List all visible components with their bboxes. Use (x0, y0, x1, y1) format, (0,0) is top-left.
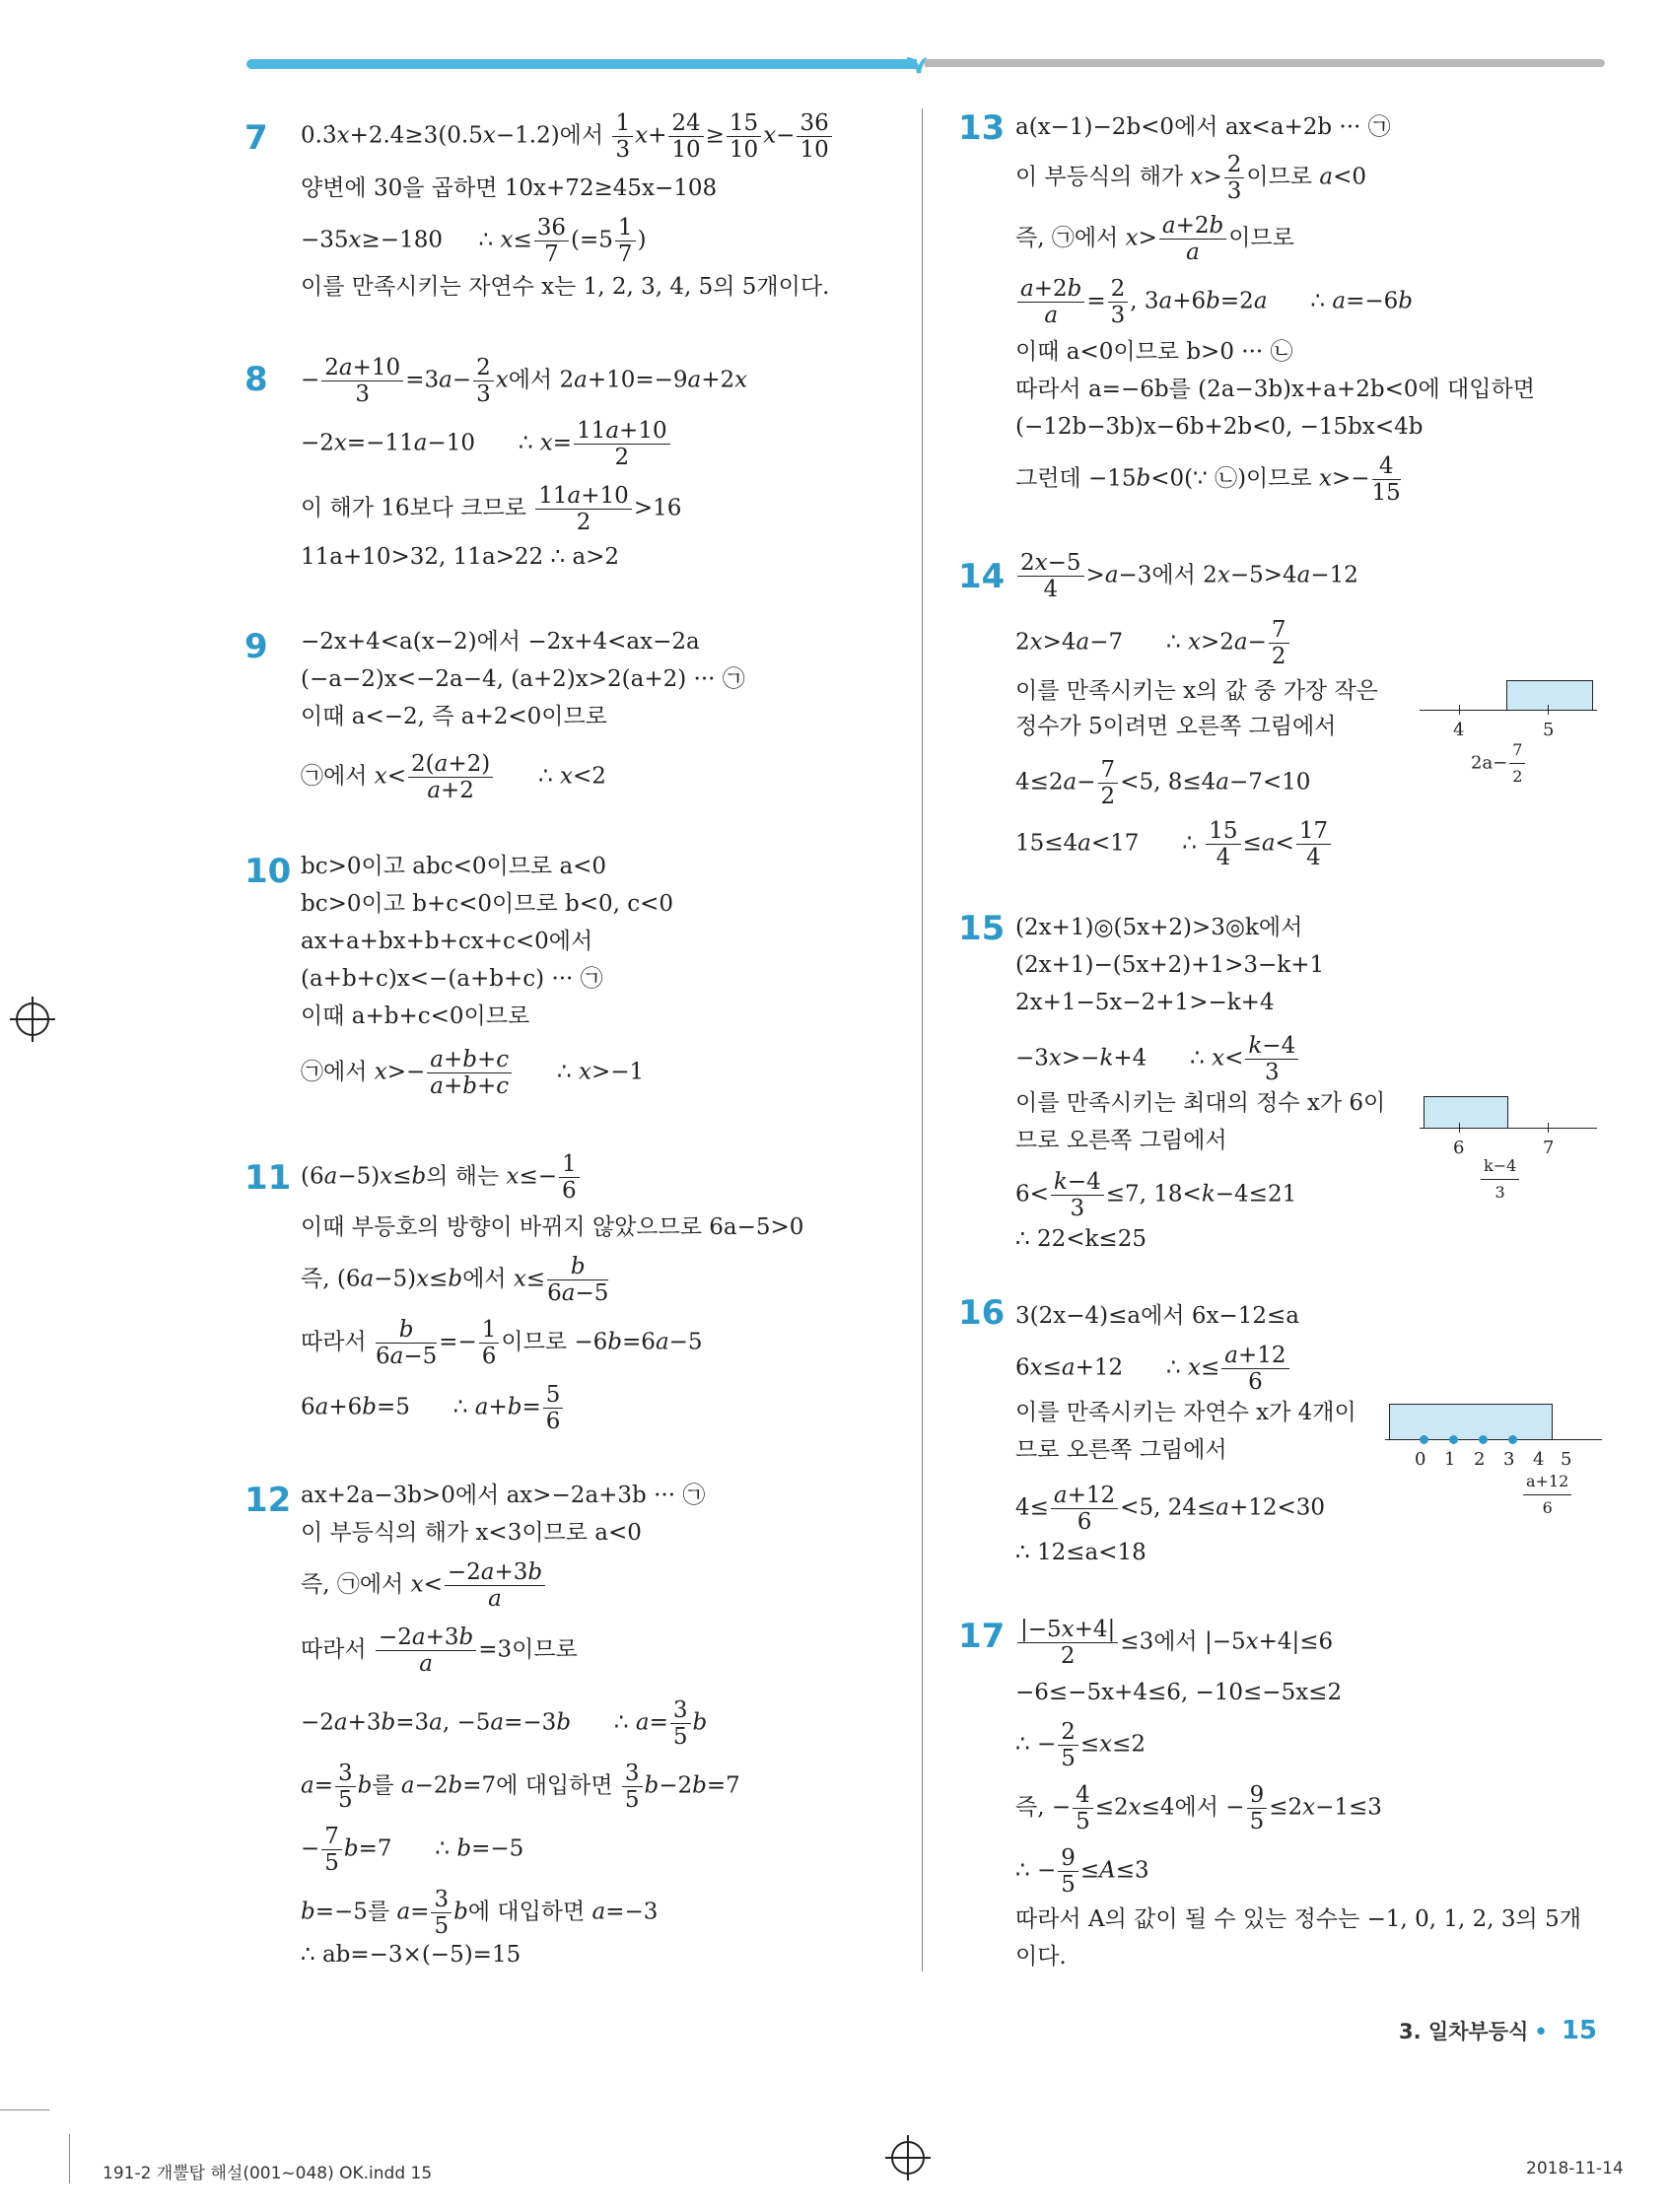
solution-line: 2x>4a−7 ∴ x>2a− $\frac{7}{2}$ (1015, 617, 1291, 669)
solution-line: 이 해가 16보다 크므로 $\frac{11a+10}{2}$ >16 (301, 483, 682, 535)
solution-line: 4≤ $\frac{a+12}{6}$ <5, 24≤a+12<30 (1015, 1483, 1326, 1535)
tick-label: 4 (1533, 1449, 1545, 1470)
solution-line: 이 부등식의 해가 x> $\frac{2}{3}$ 이므로 a<0 (1015, 152, 1366, 204)
solution-line: 6a+6b=5 ∴ a+b= $\frac{5}{6}$ (301, 1382, 565, 1434)
number-line-16 (1385, 1400, 1602, 1517)
page-footer (1399, 2016, 1597, 2045)
header-bar-blue (246, 59, 917, 69)
solution-line: 이때 a+b+c<0이므로 (301, 1003, 530, 1029)
solution-region (1389, 1404, 1553, 1440)
tick (1459, 1123, 1460, 1133)
problem-number: 15 (958, 909, 1006, 948)
problem-number: 9 (244, 627, 268, 666)
header-notch (907, 57, 927, 75)
solution-line: ∴ ab=−3×(−5)=15 (301, 1942, 521, 1968)
solution-line: 따라서 A의 값이 될 수 있는 정수는 −1, 0, 1, 2, 3의 5개 (1015, 1906, 1581, 1932)
boundary-label: 2a− $\frac{7}{2}$ (1471, 737, 1527, 790)
solution-line: 6x≤a+12 ∴ x≤ $\frac{a+12}{6}$ (1015, 1343, 1291, 1395)
natural-point (1449, 1435, 1458, 1444)
natural-point (1508, 1435, 1517, 1444)
solution-line: 3(2x−4)≤a에서 6x−12≤a (1015, 1303, 1299, 1329)
solution-line: ㉠에서 x>− $\frac{a+b+c}{a+b+c}$ ∴ x>−1 (301, 1047, 645, 1099)
tick-label: 3 (1503, 1449, 1515, 1470)
crop-mark (0, 2109, 49, 2110)
solution-line: 즉, − $\frac{4}{5}$ ≤2x≤4에서 − $\frac{9}{5}$ ≤2x−1≤3 (1015, 1782, 1382, 1834)
solution-line: ∴ − $\frac{9}{5}$ ≤A≤3 (1015, 1845, 1149, 1898)
tick-label: 6 (1453, 1138, 1465, 1158)
axis (1420, 710, 1597, 711)
solution-line: $\frac{2x-5}{4}$ >a−3에서 2x−5>4a−12 (1015, 550, 1358, 602)
solution-line: 이때 부등호의 방향이 바뀌지 않았으므로 6a−5>0 (301, 1214, 804, 1240)
solution-line: ∴ − $\frac{2}{5}$ ≤x≤2 (1015, 1719, 1147, 1771)
solution-line: (−a−2)x<−2a−4, (a+2)x>2(a+2) ··· ㉠ (301, 666, 745, 692)
solution-line: 15≤4a<17 ∴ $\frac{15}{4}$ ≤a< $\frac{17}{4}$ (1015, 818, 1333, 870)
solution-line: ∴ 22<k≤25 (1015, 1226, 1147, 1252)
tick-label: 7 (1543, 1138, 1555, 1158)
solution-line: − $\frac{2a+10}{3}$ =3a− $\frac{2}{3}$ x에서 2a+10=−9a+2x (301, 355, 748, 407)
solution-line: 11a+10>32, 11a>22 ∴ a>2 (301, 544, 620, 570)
solution-region (1424, 1096, 1508, 1129)
problem-number: 17 (958, 1617, 1006, 1656)
tick (1459, 705, 1460, 715)
solution-line: −6≤−5x+4≤6, −10≤−5x≤2 (1015, 1680, 1343, 1705)
solution-line: 양변에 30을 곱하면 10x+72≥45x−108 (301, 175, 718, 201)
column-divider (922, 108, 923, 1971)
solution-line: 이를 만족시키는 자연수 x가 4개이 (1015, 1400, 1356, 1425)
solution-line: (6a−5)x≤b의 해는 x≤− $\frac{1}{6}$ (301, 1151, 582, 1204)
solution-line: bc>0이고 b+c<0이므로 b<0, c<0 (301, 891, 674, 917)
solution-line: 이 부등식의 해가 x<3이므로 a<0 (301, 1520, 642, 1546)
natural-point (1420, 1435, 1428, 1444)
solution-line: 이때 a<0이므로 b>0 ··· ㉡ (1015, 339, 1293, 365)
solution-line: 따라서 $\frac{-2a+3b}{a}$ =3이므로 (301, 1624, 578, 1677)
solution-line: ax+2a−3b>0에서 ax>−2a+3b ··· ㉠ (301, 1483, 706, 1508)
tick-label: 1 (1444, 1449, 1456, 1470)
chapter-title: 3. 일차부등식 (1399, 2020, 1529, 2043)
solution-line: $\frac{|-5x+4|}{2}$ ≤3에서 |−5x+4|≤6 (1015, 1617, 1333, 1669)
problem-number: 12 (244, 1481, 292, 1520)
solution-line: 0.3̇x+2.4≥3(0.5x−1.2)에서 $\frac{1}{3}$ x+ $\frac{24}{10}$ ≥ $\frac{15}{10}$ x− $\frac{36}{10}$ (301, 110, 834, 163)
solution-line: 므로 오른쪽 그림에서 (1015, 1437, 1227, 1463)
solution-line: 즉, ㉠에서 x> $\frac{a+2b}{a}$ 이므로 (1015, 213, 1294, 265)
solution-line: 따라서 $\frac{b}{6a-5}$ =− $\frac{1}{6}$ 이므로 −6b=6a−5 (301, 1317, 703, 1369)
tick-label: 5 (1543, 720, 1555, 740)
tick-label: 4 (1453, 720, 1465, 740)
solution-line: ax+a+bx+b+cx+c<0에서 (301, 929, 593, 954)
solution-line: −3x>−k+4 ∴ x< $\frac{k-4}{3}$ (1015, 1033, 1300, 1085)
solution-line: −2a+3b=3a, −5a=−3b ∴ a= $\frac{3}{5}$ b (301, 1697, 708, 1750)
problem-number: 13 (958, 108, 1006, 148)
axis (1385, 1439, 1602, 1440)
solution-line: (a+b+c)x<−(a+b+c) ··· ㉠ (301, 966, 603, 992)
solution-line: −2x+4<a(x−2)에서 −2x+4<ax−2a (301, 629, 700, 655)
problem-number: 16 (958, 1293, 1006, 1333)
registration-mark-icon (16, 1002, 49, 1036)
solution-line: 즉, ㉠에서 x< $\frac{-2a+3b}{a}$ (301, 1559, 547, 1612)
solution-line: (2x+1)◎(5x+2)>3◎k에서 (1015, 915, 1303, 940)
footer-bullet: • (1534, 2020, 1548, 2043)
print-date: 2018-11-14 (1526, 2159, 1624, 2178)
tick (1548, 705, 1549, 715)
solution-line: 이를 만족시키는 최대의 정수 x가 6이 (1015, 1090, 1386, 1116)
problem-number: 14 (958, 557, 1006, 596)
solution-line: 이를 만족시키는 자연수 x는 1, 2, 3, 4, 5의 5개이다. (301, 274, 830, 300)
boundary-label: $\frac{a+12}{6}$ (1521, 1469, 1573, 1521)
solution-line: (−12b−3b)x−6b+2b<0, −15bx<4b (1015, 414, 1424, 440)
print-file-info: 191-2 개뿔탑 해설(001~048) OK.indd 15 (103, 2164, 433, 2183)
tick-label: 5 (1561, 1449, 1572, 1470)
solution-line: −35x≥−180 ∴ x≤ $\frac{36}{7}$ (=5 $\frac{1}{7}$ ) (301, 215, 647, 267)
natural-point (1479, 1435, 1488, 1444)
tick (1548, 1123, 1549, 1133)
solution-line: ∴ 12≤a<18 (1015, 1540, 1147, 1565)
solution-line: 이를 만족시키는 x의 값 중 가장 작은 (1015, 678, 1378, 704)
problem-number: 10 (244, 852, 292, 891)
number-line-14 (1420, 670, 1597, 786)
solution-line: 4≤2a− $\frac{7}{2}$ <5, 8≤4a−7<10 (1015, 757, 1311, 809)
solution-line: 6< $\frac{k-4}{3}$ ≤7, 18<k−4≤21 (1015, 1169, 1297, 1221)
solution-line: (2x+1)−(5x+2)+1>3−k+1 (1015, 952, 1325, 978)
solution-line: ㉠에서 x< $\frac{2(a+2)}{a+2}$ ∴ x<2 (301, 751, 606, 803)
tick-label: 0 (1415, 1449, 1426, 1470)
problem-number: 11 (244, 1158, 292, 1198)
solution-line: a(x−1)−2b<0에서 ax<a+2b ··· ㉠ (1015, 114, 1391, 140)
problem-number: 8 (244, 360, 268, 399)
solution-line: 즉, (6a−5)x≤b에서 x≤ $\frac{b}{6a-5}$ (301, 1254, 609, 1306)
header-bar-gray (925, 59, 1605, 67)
page-number: 15 (1561, 2016, 1597, 2045)
solution-line: 므로 오른쪽 그림에서 (1015, 1128, 1227, 1153)
solution-region (1506, 680, 1593, 711)
solution-line: 그런데 −15b<0(∵ ㉡)이므로 x>− $\frac{4}{15}$ (1015, 453, 1401, 506)
solution-line: − $\frac{7}{5}$ b=7 ∴ b=−5 (301, 1824, 524, 1876)
solution-line: bc>0이고 abc<0이므로 a<0 (301, 854, 607, 879)
problem-number: 7 (244, 118, 268, 158)
boundary-label: $\frac{k-4}{3}$ (1479, 1153, 1521, 1206)
solution-line: 따라서 a=−6b를 (2a−3b)x+a+2b<0에 대입하면 (1015, 377, 1535, 402)
solution-line: 이다. (1015, 1944, 1067, 1970)
solution-line: 2x+1−5x−2+1>−k+4 (1015, 990, 1275, 1015)
registration-mark-icon (891, 2141, 925, 2175)
solution-line: −2x=−11a−10 ∴ x= $\frac{11a+10}{2}$ (301, 418, 672, 470)
solution-line: 이때 a<−2, 즉 a+2<0이므로 (301, 704, 607, 729)
number-line-15 (1420, 1092, 1597, 1201)
solution-line: b=−5를 a= $\frac{3}{5}$ b에 대입하면 a=−3 (301, 1887, 659, 1939)
crop-mark (69, 2134, 70, 2183)
tick-label: 2 (1474, 1449, 1486, 1470)
solution-line: a= $\frac{3}{5}$ b를 a−2b=7에 대입하면 $\frac{3}{5}$ b−2b=7 (301, 1761, 740, 1813)
solution-line: $\frac{a+2b}{a}$ = $\frac{2}{3}$ , 3a+6b=2a ∴ a=−6b (1015, 276, 1413, 328)
solution-line: 정수가 5이려면 오른쪽 그림에서 (1015, 714, 1337, 739)
axis (1420, 1128, 1597, 1129)
